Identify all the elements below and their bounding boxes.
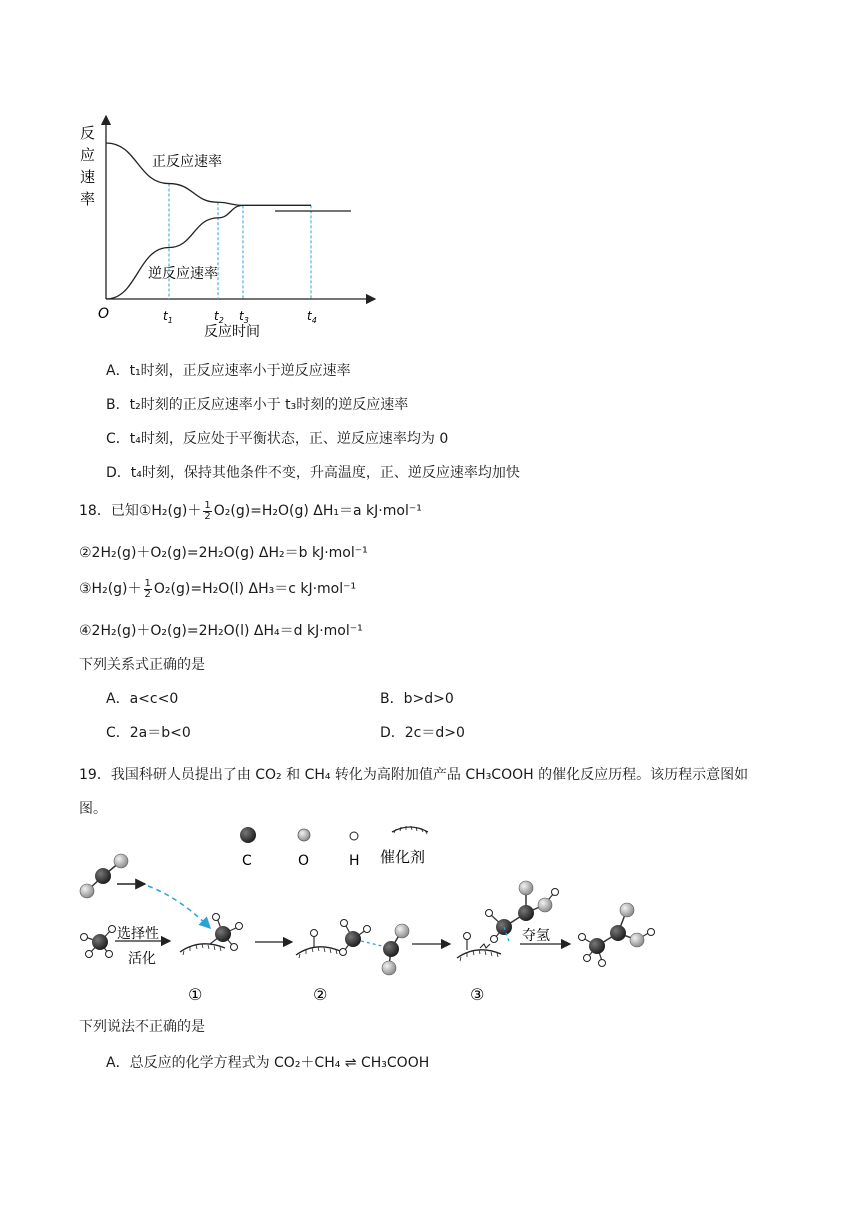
y-axis-label-1: 反	[80, 124, 96, 142]
dehydrogenation-label: 夺氢	[522, 928, 550, 944]
q18-eq1-prefix: ①H₂(g)＋	[138, 503, 202, 519]
ch4-molecule	[81, 926, 116, 958]
forward-rate-curve	[106, 143, 311, 205]
q18-option-a: A．a<c<0	[106, 691, 179, 707]
q18-number: 18．	[79, 503, 111, 519]
rate-time-chart	[70, 110, 400, 350]
q17-option-b: B．t₂时刻的正反应速率小于 t₃时刻的逆反应速率	[106, 397, 409, 413]
legend-o-label: O	[298, 853, 310, 869]
y-axis-label-3: 速	[80, 168, 96, 186]
activation-label: 活化	[128, 951, 156, 967]
step-label-2: ②	[313, 985, 328, 1004]
x-axis-label: 反应时间	[204, 324, 260, 340]
legend-carbon-atom	[240, 827, 256, 843]
y-axis-label-2: 应	[80, 146, 96, 164]
reverse-rate-curve	[106, 205, 311, 299]
co2-molecule	[80, 854, 128, 898]
legend-h-label: H	[349, 853, 360, 869]
half-fraction-2: $\frac{1}{2}$	[144, 577, 151, 600]
tick-t3: $t_3$	[239, 309, 249, 325]
reverse-series-label: 逆反应速率	[148, 266, 218, 282]
q19-prompt: 下列说法不正确的是	[79, 1019, 205, 1035]
q18-option-d: D．2c＝d>0	[380, 725, 465, 741]
q19-option-a: A．总反应的化学方程式为 CO₂＋CH₄ ⇌ CH₃COOH	[106, 1055, 430, 1071]
q17-option-c: C．t₄时刻，反应处于平衡状态，正、逆反应速率均为 0	[106, 431, 449, 447]
step2-complex	[296, 920, 409, 976]
q17-option-a: A．t₁时刻，正反应速率小于逆反应速率	[106, 363, 351, 379]
step1-complex	[180, 914, 243, 956]
selective-label: 选择性	[117, 926, 159, 942]
acetic-acid-molecule	[579, 903, 655, 967]
q18-lead: 已知	[110, 503, 139, 519]
step-label-1: ①	[188, 985, 203, 1004]
q18-option-c: C．2a＝b<0	[106, 725, 191, 741]
origin-label: O	[98, 306, 110, 322]
y-axis-label-4: 率	[80, 190, 96, 208]
q18-prompt: 下列关系式正确的是	[79, 657, 205, 673]
q19-stem-line1: 19．我国科研人员提出了由 CO₂ 和 CH₄ 转化为高附加值产品 CH₃COOH 的催化反应历程。该历程示意图如	[79, 767, 749, 783]
forward-series-label: 正反应速率	[152, 154, 222, 170]
reaction-mechanism-diagram	[70, 820, 670, 1010]
legend-oxygen-atom	[298, 829, 310, 841]
q18-eq2: ②2H₂(g)＋O₂(g)=2H₂O(g) ΔH₂＝b kJ·mol⁻¹	[79, 545, 368, 561]
legend-hydrogen-atom	[350, 832, 358, 840]
q18-eq1	[79, 500, 422, 522]
q18-eq4: ④2H₂(g)＋O₂(g)=2H₂O(l) ΔH₄＝d kJ·mol⁻¹	[79, 623, 363, 639]
q18-eq3	[79, 578, 356, 600]
q18-eq3-prefix: ③H₂(g)＋	[79, 581, 142, 597]
q19-stem-line2: 图。	[79, 801, 107, 817]
tick-t2: $t_2$	[214, 309, 224, 325]
q18-eq1-suffix: O₂(g)=H₂O(g) ΔH₁＝a kJ·mol⁻¹	[213, 503, 422, 519]
legend-c-label: C	[242, 853, 252, 869]
tick-t1: $t_1$	[163, 309, 173, 325]
q17-option-d: D．t₄时刻，保持其他条件不变，升高温度，正、逆反应速率均加快	[106, 465, 520, 481]
legend-catalyst-label: 催化剂	[380, 848, 426, 866]
q18-option-b: B．b>d>0	[380, 691, 454, 707]
co2-dashed-path	[148, 886, 210, 928]
half-fraction: $\frac{1}{2}$	[204, 499, 211, 522]
step3-complex	[457, 881, 559, 961]
step-label-3: ③	[470, 985, 485, 1004]
tick-t4: $t_4$	[307, 309, 317, 325]
q18-eq3-suffix: O₂(g)=H₂O(l) ΔH₃＝c kJ·mol⁻¹	[153, 581, 357, 597]
